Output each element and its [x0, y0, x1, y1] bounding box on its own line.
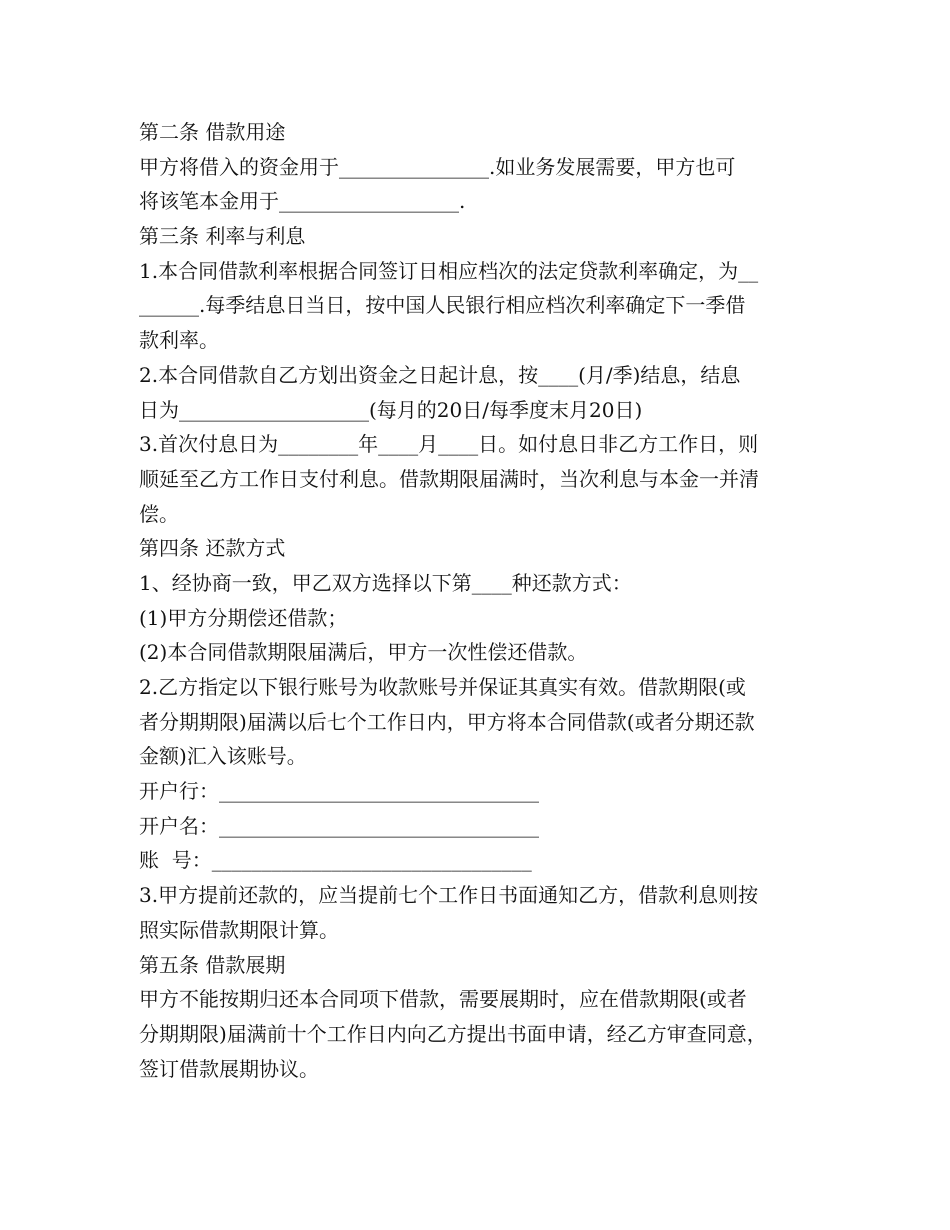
account-number-field: 账 号：________________________________ — [139, 848, 532, 873]
article-5-heading: 第五条 借款展期 — [139, 952, 286, 977]
text-line: 3.首次付息日为________年____月____日。如付息日非乙方工作日，则 — [139, 432, 759, 457]
text-line: 甲方不能按期归还本合同项下借款，需要展期时，应在借款期限(或者 — [139, 987, 747, 1012]
text-line: 金额)汇入该账号。 — [139, 744, 307, 769]
text-line: 将该笔本金用于__________________. — [139, 189, 466, 214]
text-line: (2)本合同借款期限届满后，甲方一次性偿还借款。 — [139, 640, 588, 665]
text-line: 2.乙方指定以下银行账号为收款账号并保证其真实有效。借款期限(或 — [139, 675, 746, 699]
text-line: 甲方将借入的资金用于_______________.如业务发展需要，甲方也可 — [139, 154, 736, 179]
document-body — [139, 115, 829, 1086]
text-line: 1、经协商一致，甲乙双方选择以下第____种还款方式： — [139, 570, 632, 595]
text-line: 偿。 — [139, 501, 179, 526]
text-line: 款利率。 — [139, 328, 219, 353]
bank-name-field: 开户行：________________________________ — [139, 779, 539, 804]
text-line: ______.每季结息日当日，按中国人民银行相应档次利率确定下一季借 — [139, 293, 746, 318]
article-4-heading: 第四条 还款方式 — [139, 536, 286, 561]
text-line: 1.本合同借款利率根据合同签订日相应档次的法定贷款利率确定，为__ — [139, 258, 759, 283]
text-line: 2.本合同借款自乙方划出资金之日起计息，按____(月/季)结息，结息 — [139, 362, 741, 387]
text-line: 3.甲方提前还款的，应当提前七个工作日书面通知乙方，借款利息则按 — [139, 883, 759, 908]
account-name-field: 开户名：________________________________ — [139, 813, 539, 838]
text-line: 日为___________________(每月的20日/每季度末月20日) — [139, 397, 643, 422]
article-3-heading: 第三条 利率与利息 — [139, 224, 306, 249]
text-line: 者分期期限)届满以后七个工作日内，甲方将本合同借款(或者分期还款 — [139, 709, 755, 734]
text-line: 分期期限)届满前十个工作日内向乙方提出书面申请，经乙方审查同意， — [139, 1021, 767, 1046]
article-2-heading: 第二条 借款用途 — [139, 120, 286, 144]
text-line: 顺延至乙方工作日支付利息。借款期限届满时，当次利息与本金一并清 — [139, 466, 759, 491]
text-line: (1)甲方分期偿还借款； — [139, 605, 348, 630]
text-line: 照实际借款期限计算。 — [139, 917, 339, 942]
text-line: 签订借款展期协议。 — [139, 1056, 319, 1081]
